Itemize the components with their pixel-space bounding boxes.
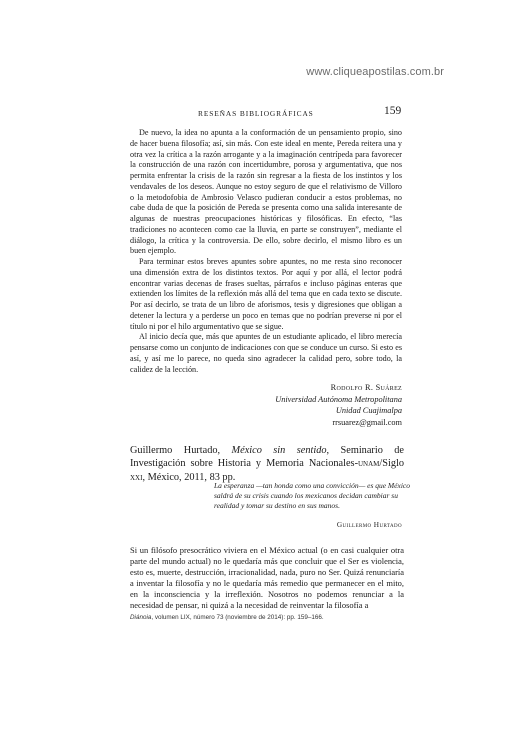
article-paragraph: Si un filósofo presocrático viviera en el México actual (o en casi cualquier otra parte del mundo actual) no le quedaría más que concluir que el Ser es violencia, esto es, muerte, destrucción, irracionalidad, nada, puro no Ser. Quizá renunciaría a inventar la filosofía y no le quedaría más remedio que permanecer en el mito, en la inconsciencia y la irreflexión. Nosotros no podemos renunciar a la necesidad de pensar, ni quizá a la necesidad de reinventar la filosofía a	[130, 545, 404, 611]
reviewer-email: rrsuarez@gmail.com	[332, 417, 402, 427]
epigraph: La esperanza —tan honda como una convicción— es que México saldrá de su crisis cuando los mexicanos decidan cambiar su realidad y tomar su destino en sus manos.	[214, 481, 411, 510]
citation-unam: unam	[358, 458, 380, 470]
reviewer-unit: Unidad Cuajimalpa	[335, 406, 402, 416]
reviewer-signature	[275, 382, 402, 428]
citation-title: México sin sentido	[231, 445, 327, 456]
reviewer-institution: Universidad Autónoma Metropolitana	[275, 394, 402, 404]
journal-name: Diánoia	[130, 614, 152, 621]
citation-publisher-2: /Siglo	[379, 458, 404, 470]
book-citation	[130, 444, 404, 484]
review-body	[130, 128, 402, 375]
citation-publisher: , Seminario de Investigación sobre Historia y Memoria Nacionales-	[130, 445, 405, 470]
review-paragraph: Para terminar estos breves apuntes sobre apuntes, no me resta sino reconocer una dimensión extra de los distintos textos. Por aquí y por allá, el lector podrá encontrar varias decenas de frases sueltas, párrafos e incluso páginas enteras que extienden los límites de la reflexión más allá del tema que en cada texto se discute. Por así decirlo, se trata de un libro de aforismos, tesis y digresiones que obligan a detener la lectura y a perderse un poco en temas que no podrían preverse ni por el título ni por el hilo argumentativo que se sigue.	[130, 257, 402, 331]
epigraph-author: Guillermo Hurtado	[336, 520, 402, 529]
page-number: 159	[384, 105, 402, 117]
citation-xxi: xxi	[130, 471, 143, 483]
watermark: www.cliqueapostilas.com.br	[306, 66, 444, 78]
journal-details: , volumen LIX, número 73 (noviembre de 2014): pp. 159–166.	[151, 614, 324, 621]
review-paragraph: Al inicio decía que, más que apuntes de un estudiante aplicado, el libro merecía pensarse como un conjunto de indicaciones con que se conduce un curso. Si esto es así, y así me lo parece, no queda sino agradecer la calidad pero, sobre todo, la calidez de la lección.	[130, 332, 402, 374]
citation-author: Guillermo Hurtado,	[130, 445, 221, 456]
review-paragraph: De nuevo, la idea no apunta a la conformación de un pensamiento propio, sino de hacer buena filosofía; así, sin más. Con este ideal en mente, Pereda reitera una y otra vez la crítica a la razón arrogante y a la imaginación centrípeda para favorecer la construcción de una razón con incertidumbre, porosa y argumentativa, que nos permita enfrentar la crisis de la razón sin regresar a la fiesta de los instintos y los vendavales de los deseos. Aunque no estoy seguro de que el relativismo de Villoro o la metodofobia de Ambrosio Velasco pudieran conducir a estos problemas, no cabe duda de que la posición de Pereda se presenta como una salida interesante de algunas de nuestras preocupaciones históricas y filosóficas. En efecto, “las tradiciones no acontecen como cae la lluvia, en parte se construyen”, mediante el diálogo, la crítica y la controversia. De ello, sobre decirlo, el mismo libro es un buen ejemplo.	[130, 128, 402, 256]
journal-footer	[130, 614, 324, 621]
citation-details: , México, 2011, 83 pp.	[142, 471, 236, 483]
running-head: RESEÑAS BIBLIOGRÁFICAS	[198, 109, 314, 118]
reviewer-name: Rodolfo R. Suárez	[330, 383, 402, 392]
article-body	[130, 545, 404, 612]
